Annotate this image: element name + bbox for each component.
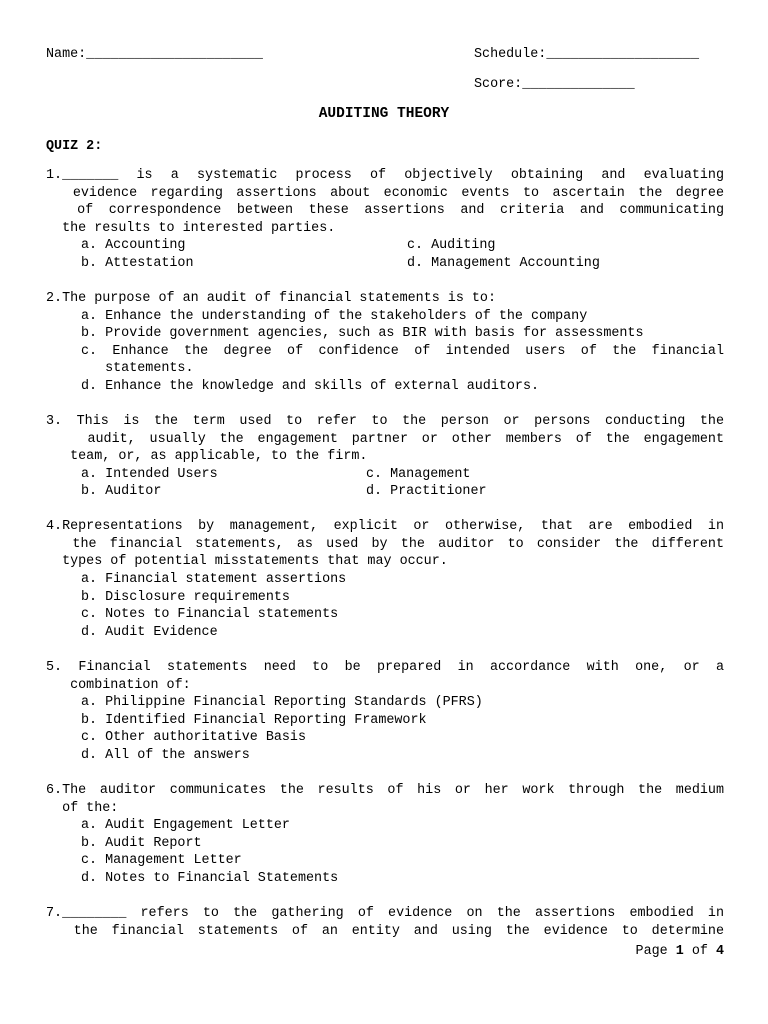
page-word: Page: [635, 944, 668, 959]
question-3-line-1: 3. This is the term used to refer to the person or persons conducting the: [46, 414, 724, 429]
page-current: 1: [675, 944, 684, 959]
question-5-line-1: 5. Financial statements need to be prepared in accordance with one, or a: [46, 660, 724, 675]
question-3-option-a: a. Intended Users: [81, 467, 218, 482]
page-total: 4: [715, 944, 724, 959]
question-2-option-a: a. Enhance the understanding of the stakeholders of the company: [81, 309, 588, 324]
question-7-line-2: the financial statements of an entity and using the evidence to determine: [46, 924, 724, 939]
schedule-field-label: Schedule:___________________: [474, 47, 699, 62]
question-5-option-d: d. All of the answers: [81, 748, 250, 763]
page-title: AUDITING THEORY: [318, 106, 450, 122]
question-4-line-1: 4.Representations by management, explicit or otherwise, that are embodied in: [46, 519, 724, 534]
question-6-line-2: of the:: [46, 801, 119, 816]
question-2-option-d: d. Enhance the knowledge and skills of external auditors.: [81, 379, 540, 394]
question-6-option-d: d. Notes to Financial Statements: [81, 871, 339, 886]
question-3-line-2: audit, usually the engagement partner or other members of the engagement: [46, 432, 724, 447]
question-1-option-a: a. Accounting: [81, 238, 186, 253]
question-5-option-b: b. Identified Financial Reporting Framework: [81, 713, 427, 728]
page-number: [636, 944, 724, 959]
question-5-option-c: c. Other authoritative Basis: [81, 730, 306, 745]
question-5-option-a: a. Philippine Financial Reporting Standards (PFRS): [81, 695, 483, 710]
question-7-line-1: 7.________ refers to the gathering of evidence on the assertions embodied in: [46, 906, 724, 921]
question-1-line-4: the results to interested parties.: [46, 221, 336, 236]
name-field-label: Name:______________________: [46, 47, 263, 62]
question-4-option-a: a. Financial statement assertions: [81, 572, 347, 587]
question-1-option-b: b. Attestation: [81, 256, 194, 271]
question-1-line-3: of correspondence between these assertions and criteria and communicating: [46, 203, 724, 218]
question-2-option-c-cont: statements.: [81, 361, 194, 376]
question-3-option-c: c. Management: [366, 467, 471, 482]
question-6-option-c: c. Management Letter: [81, 853, 242, 868]
question-2-line-1: 2.The purpose of an audit of financial statements is to:: [46, 291, 496, 306]
question-6-option-b: b. Audit Report: [81, 836, 202, 851]
question-4-option-c: c. Notes to Financial statements: [81, 607, 339, 622]
score-field-label: Score:______________: [474, 77, 635, 92]
question-6-line-1: 6.The auditor communicates the results of his or her work through the medium: [46, 783, 724, 798]
question-1-line-2: evidence regarding assertions about economic events to ascertain the degree: [46, 186, 724, 201]
question-3-option-d: d. Practitioner: [366, 484, 487, 499]
question-5-line-2: combination of:: [46, 678, 191, 693]
question-4-option-d: d. Audit Evidence: [81, 625, 218, 640]
question-3-line-3: team, or, as applicable, to the firm.: [46, 449, 368, 464]
question-1-option-c: c. Auditing: [407, 238, 496, 253]
quiz-label: QUIZ 2:: [46, 139, 103, 154]
question-6-option-a: a. Audit Engagement Letter: [81, 818, 290, 833]
question-2-option-b: b. Provide government agencies, such as BIR with basis for assessments: [81, 326, 644, 341]
question-4-option-b: b. Disclosure requirements: [81, 590, 290, 605]
question-4-line-3: types of potential misstatements that may occur.: [46, 554, 448, 569]
question-4-line-2: the financial statements, as used by the auditor to consider the different: [46, 537, 724, 552]
question-1-line-1: 1._______ is a systematic process of objectively obtaining and evaluating: [46, 168, 724, 183]
question-2-option-c: c. Enhance the degree of confidence of intended users of the financial: [81, 344, 724, 359]
page-of-word: of: [691, 944, 708, 959]
question-1-option-d: d. Management Accounting: [407, 256, 600, 271]
question-3-option-b: b. Auditor: [81, 484, 162, 499]
